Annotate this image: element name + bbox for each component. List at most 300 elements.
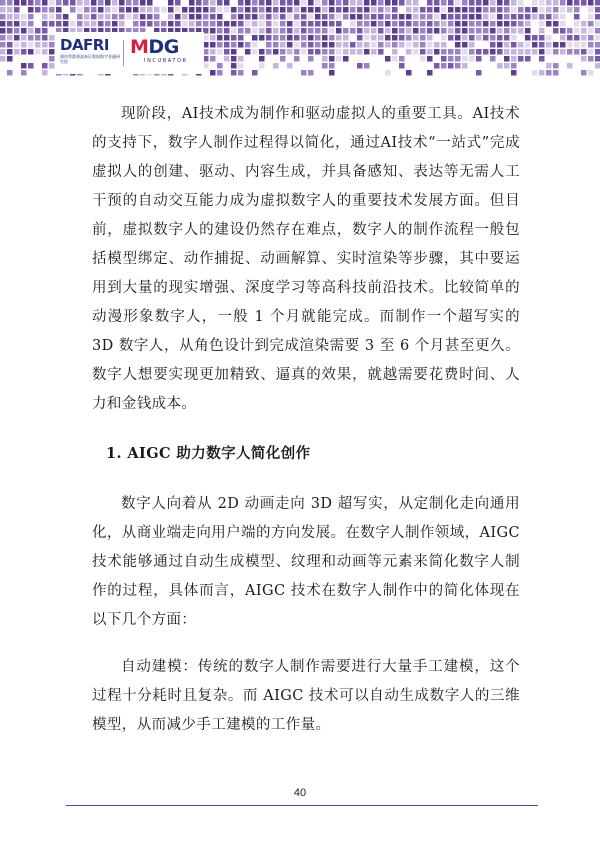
pattern-tile xyxy=(315,42,321,48)
pattern-tile xyxy=(567,63,573,69)
pattern-tile xyxy=(518,49,524,55)
pattern-tile xyxy=(294,56,300,62)
pattern-tile xyxy=(504,21,510,27)
pattern-tile xyxy=(182,0,188,6)
pattern-tile xyxy=(518,70,524,76)
pattern-tile xyxy=(553,49,559,55)
pattern-tile xyxy=(448,49,454,55)
pattern-tile xyxy=(357,14,363,20)
pattern-tile xyxy=(287,14,293,20)
pattern-tile xyxy=(434,21,440,27)
pattern-tile xyxy=(210,21,216,27)
pattern-tile xyxy=(504,70,510,76)
pattern-tile xyxy=(154,0,160,6)
pattern-tile xyxy=(280,63,286,69)
pattern-tile xyxy=(364,7,370,13)
pattern-tile xyxy=(28,28,34,34)
pattern-tile xyxy=(385,49,391,55)
pattern-tile xyxy=(308,42,314,48)
pattern-tile xyxy=(434,0,440,6)
pattern-tile xyxy=(595,63,600,69)
pattern-tile xyxy=(581,7,587,13)
pattern-tile xyxy=(168,21,174,27)
pattern-tile xyxy=(427,0,433,6)
pattern-tile xyxy=(105,14,111,20)
pattern-tile xyxy=(469,35,475,41)
pattern-tile xyxy=(105,21,111,27)
pattern-tile xyxy=(161,7,167,13)
logo-divider xyxy=(123,40,124,66)
pattern-tile xyxy=(217,21,223,27)
pattern-tile xyxy=(595,35,600,41)
pattern-tile xyxy=(238,7,244,13)
pattern-tile xyxy=(455,56,461,62)
pattern-tile xyxy=(469,28,475,34)
pattern-tile xyxy=(420,28,426,34)
pattern-tile xyxy=(294,63,300,69)
pattern-tile xyxy=(462,42,468,48)
pattern-tile xyxy=(567,49,573,55)
pattern-tile xyxy=(469,42,475,48)
pattern-tile xyxy=(280,21,286,27)
pattern-tile xyxy=(462,28,468,34)
pattern-tile xyxy=(336,28,342,34)
pattern-tile xyxy=(378,35,384,41)
pattern-tile xyxy=(35,70,41,76)
pattern-tile xyxy=(7,28,13,34)
pattern-tile xyxy=(518,28,524,34)
pattern-tile xyxy=(357,56,363,62)
pattern-tile xyxy=(252,21,258,27)
pattern-tile xyxy=(511,21,517,27)
pattern-tile xyxy=(322,14,328,20)
pattern-tile xyxy=(567,42,573,48)
pattern-tile xyxy=(483,63,489,69)
pattern-tile xyxy=(504,56,510,62)
pattern-tile xyxy=(252,7,258,13)
pattern-tile xyxy=(385,0,391,6)
pattern-tile xyxy=(14,63,20,69)
pattern-tile xyxy=(224,0,230,6)
pattern-tile xyxy=(35,7,41,13)
pattern-tile xyxy=(336,14,342,20)
pattern-tile xyxy=(154,21,160,27)
pattern-tile xyxy=(126,21,132,27)
pattern-tile xyxy=(112,0,118,6)
pattern-tile xyxy=(455,0,461,6)
pattern-tile xyxy=(532,21,538,27)
pattern-tile xyxy=(588,14,594,20)
pattern-tile xyxy=(140,0,146,6)
pattern-tile xyxy=(336,7,342,13)
pattern-tile xyxy=(455,35,461,41)
pattern-tile xyxy=(392,0,398,6)
pattern-tile xyxy=(413,49,419,55)
pattern-tile xyxy=(315,21,321,27)
pattern-tile xyxy=(42,49,48,55)
pattern-tile xyxy=(497,28,503,34)
pattern-tile xyxy=(504,7,510,13)
pattern-tile xyxy=(35,21,41,27)
pattern-tile xyxy=(378,0,384,6)
pattern-tile xyxy=(238,70,244,76)
pattern-tile xyxy=(21,42,27,48)
pattern-tile xyxy=(357,28,363,34)
pattern-tile xyxy=(217,70,223,76)
pattern-tile xyxy=(336,21,342,27)
pattern-tile xyxy=(308,56,314,62)
pattern-tile xyxy=(35,35,41,41)
pattern-tile xyxy=(378,49,384,55)
pattern-tile xyxy=(294,21,300,27)
pattern-tile xyxy=(196,14,202,20)
pattern-tile xyxy=(574,14,580,20)
pattern-tile xyxy=(35,0,41,6)
pattern-tile xyxy=(287,70,293,76)
pattern-tile xyxy=(315,28,321,34)
pattern-tile xyxy=(413,14,419,20)
pattern-tile xyxy=(322,28,328,34)
pattern-tile xyxy=(63,14,69,20)
pattern-tile xyxy=(21,14,27,20)
pattern-tile xyxy=(294,70,300,76)
pattern-tile xyxy=(49,63,55,69)
pattern-tile xyxy=(490,0,496,6)
pattern-tile xyxy=(140,7,146,13)
pattern-tile xyxy=(245,14,251,20)
pattern-tile xyxy=(49,70,55,76)
pattern-tile xyxy=(210,42,216,48)
pattern-tile xyxy=(378,42,384,48)
pattern-tile xyxy=(441,70,447,76)
pattern-tile xyxy=(406,0,412,6)
pattern-tile xyxy=(252,56,258,62)
pattern-tile xyxy=(238,28,244,34)
pattern-tile xyxy=(427,42,433,48)
pattern-tile xyxy=(539,70,545,76)
pattern-tile xyxy=(315,56,321,62)
pattern-tile xyxy=(385,21,391,27)
pattern-tile xyxy=(385,28,391,34)
pattern-tile xyxy=(574,70,580,76)
pattern-tile xyxy=(462,35,468,41)
pattern-tile xyxy=(553,63,559,69)
pattern-tile xyxy=(280,28,286,34)
pattern-tile xyxy=(518,35,524,41)
pattern-tile xyxy=(469,63,475,69)
pattern-tile xyxy=(476,35,482,41)
pattern-tile xyxy=(406,14,412,20)
pattern-tile xyxy=(364,42,370,48)
pattern-tile xyxy=(497,56,503,62)
pattern-tile xyxy=(448,56,454,62)
pattern-tile xyxy=(560,21,566,27)
pattern-tile xyxy=(539,21,545,27)
pattern-tile xyxy=(245,70,251,76)
pattern-tile xyxy=(350,7,356,13)
pattern-tile xyxy=(84,14,90,20)
pattern-tile xyxy=(252,49,258,55)
pattern-tile xyxy=(546,63,552,69)
pattern-tile xyxy=(441,21,447,27)
pattern-tile xyxy=(476,14,482,20)
pattern-tile xyxy=(210,70,216,76)
pattern-tile xyxy=(91,14,97,20)
pattern-tile xyxy=(357,42,363,48)
pattern-tile xyxy=(378,14,384,20)
pattern-tile xyxy=(469,0,475,6)
pattern-tile xyxy=(532,7,538,13)
pattern-tile xyxy=(308,0,314,6)
pattern-tile xyxy=(119,14,125,20)
pattern-tile xyxy=(406,7,412,13)
pattern-tile xyxy=(42,42,48,48)
pattern-tile xyxy=(420,42,426,48)
pattern-tile xyxy=(301,14,307,20)
pattern-tile xyxy=(42,70,48,76)
pattern-tile xyxy=(497,14,503,20)
pattern-tile xyxy=(448,63,454,69)
pattern-tile xyxy=(490,56,496,62)
pattern-tile xyxy=(224,28,230,34)
pattern-tile xyxy=(455,63,461,69)
pattern-tile xyxy=(133,0,139,6)
pattern-tile xyxy=(539,63,545,69)
pattern-tile xyxy=(364,70,370,76)
dafri-logo xyxy=(60,36,120,70)
pattern-tile xyxy=(266,42,272,48)
pattern-tile xyxy=(245,0,251,6)
pattern-tile xyxy=(364,28,370,34)
pattern-tile xyxy=(462,14,468,20)
pattern-tile xyxy=(350,21,356,27)
pattern-tile xyxy=(322,42,328,48)
pattern-tile xyxy=(252,14,258,20)
page-number: 40 xyxy=(293,787,307,799)
pattern-tile xyxy=(378,28,384,34)
pattern-tile xyxy=(84,21,90,27)
pattern-tile xyxy=(455,21,461,27)
pattern-tile xyxy=(434,63,440,69)
pattern-tile xyxy=(259,21,265,27)
pattern-tile xyxy=(280,70,286,76)
pattern-tile xyxy=(301,21,307,27)
pattern-tile xyxy=(231,28,237,34)
pattern-tile xyxy=(441,49,447,55)
pattern-tile xyxy=(350,56,356,62)
pattern-tile xyxy=(315,7,321,13)
pattern-tile xyxy=(448,21,454,27)
pattern-tile xyxy=(189,21,195,27)
pattern-tile xyxy=(406,56,412,62)
pattern-tile xyxy=(0,0,6,6)
pattern-tile xyxy=(385,63,391,69)
mdg-logo-mark: MDG xyxy=(130,36,179,58)
pattern-tile xyxy=(287,42,293,48)
pattern-tile xyxy=(315,49,321,55)
pattern-tile xyxy=(371,70,377,76)
pattern-tile xyxy=(574,49,580,55)
pattern-tile xyxy=(35,42,41,48)
pattern-tile xyxy=(539,35,545,41)
pattern-tile xyxy=(420,14,426,20)
pattern-tile xyxy=(21,49,27,55)
pattern-tile xyxy=(476,70,482,76)
pattern-tile xyxy=(553,0,559,6)
pattern-tile xyxy=(539,7,545,13)
pattern-tile xyxy=(21,0,27,6)
pattern-tile xyxy=(147,0,153,6)
pattern-tile xyxy=(469,56,475,62)
pattern-tile xyxy=(294,28,300,34)
pattern-tile xyxy=(392,63,398,69)
pattern-tile xyxy=(420,0,426,6)
pattern-tile xyxy=(350,49,356,55)
pattern-tile xyxy=(343,28,349,34)
pattern-tile xyxy=(371,7,377,13)
pattern-tile xyxy=(525,21,531,27)
pattern-tile xyxy=(21,70,27,76)
pattern-tile xyxy=(0,35,6,41)
pattern-tile xyxy=(567,7,573,13)
pattern-tile xyxy=(112,14,118,20)
pattern-tile xyxy=(21,56,27,62)
pattern-tile xyxy=(189,0,195,6)
pattern-tile xyxy=(14,0,20,6)
pattern-tile xyxy=(532,70,538,76)
pattern-tile xyxy=(322,70,328,76)
pattern-tile xyxy=(280,49,286,55)
pattern-tile xyxy=(455,14,461,20)
pattern-tile xyxy=(595,56,600,62)
pattern-tile xyxy=(203,21,209,27)
pattern-tile xyxy=(35,49,41,55)
pattern-tile xyxy=(28,42,34,48)
pattern-tile xyxy=(490,70,496,76)
pattern-tile xyxy=(168,0,174,6)
pattern-tile xyxy=(77,7,83,13)
pattern-tile xyxy=(392,42,398,48)
pattern-tile xyxy=(42,14,48,20)
pattern-tile xyxy=(273,56,279,62)
pattern-tile xyxy=(182,21,188,27)
pattern-tile xyxy=(455,28,461,34)
pattern-tile xyxy=(567,56,573,62)
pattern-tile xyxy=(553,56,559,62)
pattern-tile xyxy=(49,42,55,48)
pattern-tile xyxy=(322,21,328,27)
pattern-tile xyxy=(252,42,258,48)
pattern-tile xyxy=(322,56,328,62)
pattern-tile xyxy=(546,49,552,55)
pattern-tile xyxy=(259,7,265,13)
pattern-tile xyxy=(35,63,41,69)
pattern-tile xyxy=(343,42,349,48)
pattern-tile xyxy=(441,63,447,69)
pattern-tile xyxy=(273,35,279,41)
pattern-tile xyxy=(567,14,573,20)
pattern-tile xyxy=(560,14,566,20)
pattern-tile xyxy=(224,42,230,48)
pattern-tile xyxy=(133,14,139,20)
pattern-tile xyxy=(245,42,251,48)
pattern-tile xyxy=(203,0,209,6)
pattern-tile xyxy=(448,7,454,13)
pattern-tile xyxy=(42,63,48,69)
pattern-tile xyxy=(231,70,237,76)
pattern-tile xyxy=(469,70,475,76)
dafri-logo-subtitle: 湖南粤港澳高新区数据数字金融研究院 xyxy=(60,54,120,64)
pattern-tile xyxy=(343,56,349,62)
pattern-tile xyxy=(588,7,594,13)
pattern-tile xyxy=(329,7,335,13)
pattern-tile xyxy=(56,7,62,13)
pattern-tile xyxy=(287,0,293,6)
pattern-tile xyxy=(77,0,83,6)
pattern-tile xyxy=(259,28,265,34)
pattern-tile xyxy=(574,56,580,62)
pattern-tile xyxy=(329,28,335,34)
pattern-tile xyxy=(238,0,244,6)
pattern-tile xyxy=(511,63,517,69)
pattern-tile xyxy=(560,7,566,13)
pattern-tile xyxy=(511,56,517,62)
pattern-tile xyxy=(588,42,594,48)
pattern-tile xyxy=(14,14,20,20)
pattern-tile xyxy=(539,14,545,20)
pattern-tile xyxy=(126,14,132,20)
pattern-tile xyxy=(525,63,531,69)
pattern-tile xyxy=(147,21,153,27)
pattern-tile xyxy=(287,28,293,34)
pattern-tile xyxy=(476,28,482,34)
pattern-tile xyxy=(581,0,587,6)
pattern-tile xyxy=(126,0,132,6)
pattern-tile xyxy=(308,14,314,20)
pattern-tile xyxy=(266,56,272,62)
pattern-tile xyxy=(560,42,566,48)
pattern-tile xyxy=(427,70,433,76)
pattern-tile xyxy=(476,49,482,55)
pattern-tile xyxy=(364,21,370,27)
pattern-tile xyxy=(553,14,559,20)
pattern-tile xyxy=(21,7,27,13)
pattern-tile xyxy=(14,70,20,76)
pattern-tile xyxy=(238,42,244,48)
pattern-tile xyxy=(287,49,293,55)
pattern-tile xyxy=(378,7,384,13)
pattern-tile xyxy=(448,35,454,41)
pattern-tile xyxy=(273,21,279,27)
pattern-tile xyxy=(504,14,510,20)
pattern-tile xyxy=(133,21,139,27)
pattern-tile xyxy=(0,7,6,13)
pattern-tile xyxy=(161,14,167,20)
pattern-tile xyxy=(546,28,552,34)
pattern-tile xyxy=(392,70,398,76)
pattern-tile xyxy=(238,49,244,55)
pattern-tile xyxy=(455,7,461,13)
pattern-tile xyxy=(224,35,230,41)
pattern-tile xyxy=(511,0,517,6)
pattern-tile xyxy=(343,0,349,6)
pattern-tile xyxy=(378,21,384,27)
pattern-tile xyxy=(441,35,447,41)
pattern-tile xyxy=(343,21,349,27)
pattern-tile xyxy=(399,28,405,34)
pattern-tile xyxy=(49,14,55,20)
pattern-tile xyxy=(462,56,468,62)
